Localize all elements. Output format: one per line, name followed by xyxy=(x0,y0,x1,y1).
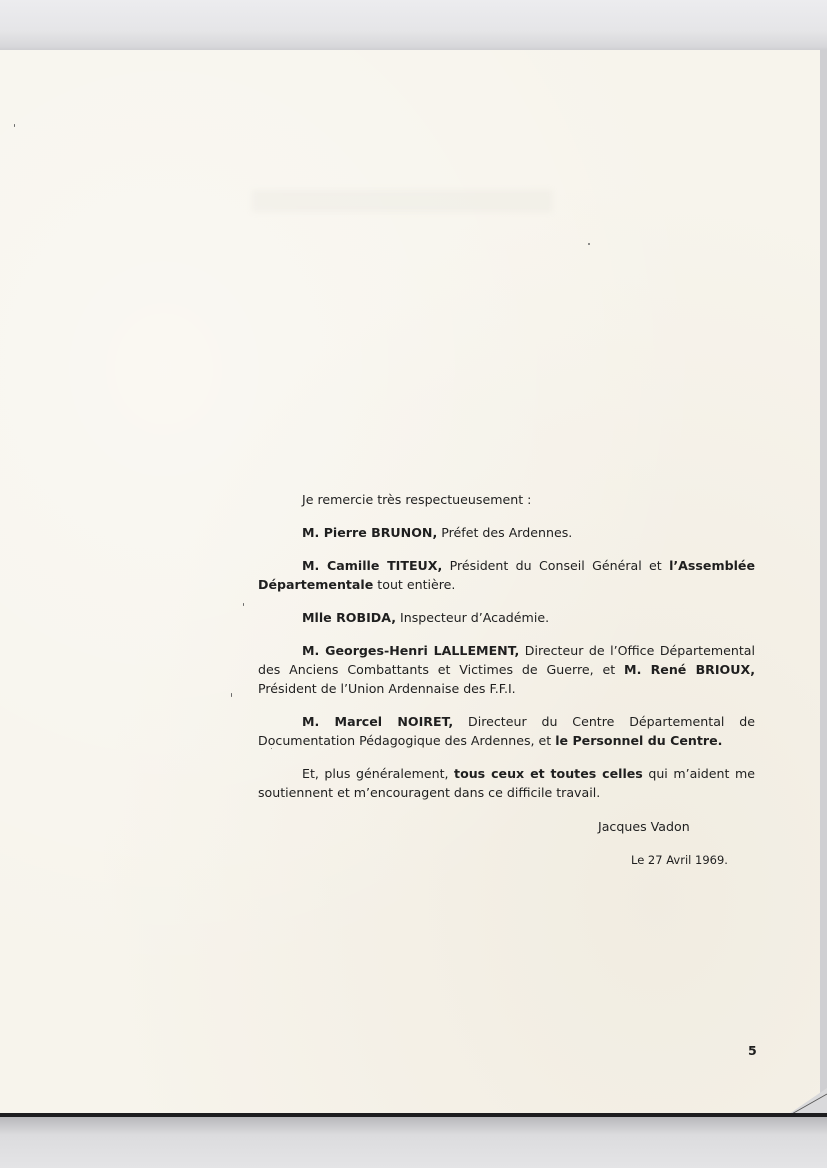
paper-speck xyxy=(271,748,272,749)
role-brunon: Préfet des Ardennes. xyxy=(437,525,573,540)
paper-speck xyxy=(14,124,15,127)
role-titeux: Président du Conseil Général et xyxy=(442,558,670,573)
role-robida: Inspecteur d’Académie. xyxy=(396,610,550,625)
general-start: Et, plus généralement, xyxy=(302,766,455,781)
name-noiret: M. Marcel NOIRET, xyxy=(302,714,454,729)
role-noiret: Directeur du Centre Départemental de Documentation Pédagogique des Ardennes, et xyxy=(258,714,755,748)
name-titeux: M. Camille TITEUX, xyxy=(302,558,443,573)
role-lallement: Directeur de l’Office Départemental des Anciens Combattants et Victimes de Guerre, et xyxy=(258,643,756,677)
intro-text: Je remercie très respectueusement : xyxy=(302,492,532,507)
name-brunon: M. Pierre BRUNON, xyxy=(302,525,438,540)
paper-speck xyxy=(588,243,590,245)
thanks-noiret xyxy=(258,712,755,750)
show-through-heading xyxy=(252,190,552,212)
name-robida: Mlle ROBIDA, xyxy=(302,610,396,625)
paper-speck xyxy=(243,603,244,606)
general-bold: tous ceux et toutes celles xyxy=(454,766,643,781)
date-line: Le 27 Avril 1969. xyxy=(631,853,728,867)
thanks-brunon xyxy=(258,523,755,542)
name-brioux: M. René BRIOUX, xyxy=(624,662,755,677)
role-brioux: Président de l’Union Ardennaise des F.F.I. xyxy=(258,681,516,696)
assembly-name: l’Assemblée Départementale xyxy=(258,558,755,592)
acknowledgements-text xyxy=(258,490,755,816)
thanks-lallement-brioux xyxy=(258,641,755,698)
name-lallement: M. Georges-Henri LALLEMENT, xyxy=(302,643,520,658)
paper-speck xyxy=(231,693,232,697)
scanner-background xyxy=(0,1117,827,1168)
intro-line xyxy=(258,490,755,509)
assembly-rest: tout entière. xyxy=(373,577,456,592)
page-number: 5 xyxy=(748,1043,757,1058)
signature: Jacques Vadon xyxy=(598,819,690,834)
general-rest: qui m’aident me soutiennent et m’encouragent dans ce difficile travail. xyxy=(258,766,756,800)
page-corner-fold xyxy=(786,1088,827,1116)
thanks-everyone xyxy=(258,764,755,802)
centre-staff: le Personnel du Centre. xyxy=(555,733,723,748)
thanks-robida xyxy=(258,608,755,627)
thanks-titeux xyxy=(258,556,755,594)
